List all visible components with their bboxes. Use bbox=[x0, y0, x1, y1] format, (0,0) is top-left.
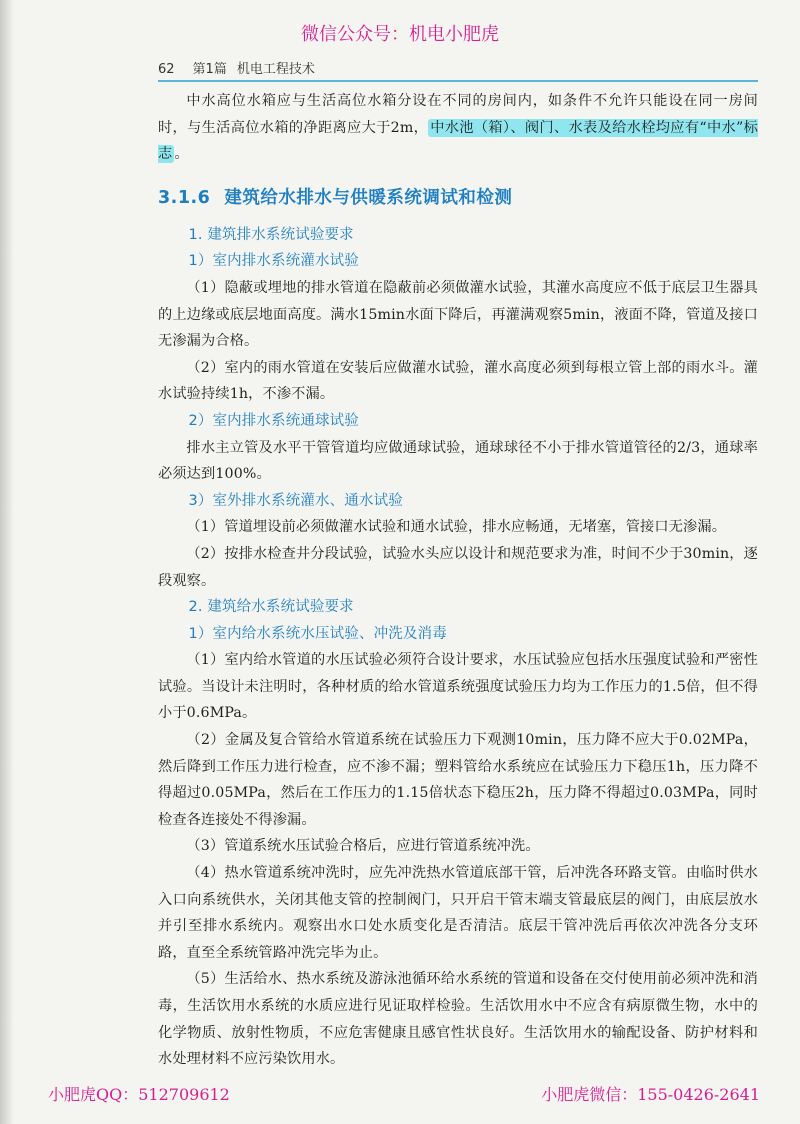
highlighted-text: 中水池（箱）、阀门、水表及给水栓均应有“中水”标志 bbox=[158, 119, 758, 163]
paragraph: （5）生活给水、热水系统及游泳池循环给水系统的管道和设备在交付使用前必须冲洗和消毒，生活饮用水系统的水质应进行见证取样检验。生活饮用水中不应含有病原微生物，水中的化学物质、放射性物质，不应危害健康且感官性状良好。生活饮用水的输配设备、防护材料和水处理材料不应污染饮用水。 bbox=[158, 971, 758, 1068]
watermark-wechat: 小肥虎微信：155-0426-2641 bbox=[541, 1085, 760, 1104]
watermark-qq: 小肥虎QQ：512709612 bbox=[48, 1085, 230, 1104]
section-title: 建筑给水排水与供暖系统调试和检测 bbox=[224, 187, 513, 208]
intro-paragraph bbox=[158, 88, 758, 168]
paragraph: （1）室内给水管道的水压试验必须符合设计要求，水压试验应包括水压强度试验和严密性试验。当设计未注明时，各种材质的给水管道系统强度试验压力均为工作压力的1.5倍，但不得小于0.6MPa。 bbox=[158, 652, 758, 722]
paragraph: （4）热水管道系统冲洗时，应先冲洗热水管道底部干管，后冲洗各环路支管。由临时供水入口向系统供水，关闭其他支管的控制阀门，只开启干管末端支管最底层的阀门，由底层放水并引至排水系统内。观察出水口处水质变化是否清洁。底层干管冲洗后再依次冲洗各分支环路，直至全系统管路冲洗完毕为止。 bbox=[158, 865, 758, 961]
paragraph: （2）按排水检查井分段试验，试验水头应以设计和规范要求为准，时间不少于30min，逐段观察。 bbox=[158, 545, 758, 589]
item-heading: 1）室内排水系统灌水试验 bbox=[188, 253, 359, 270]
intro-end: 。 bbox=[174, 146, 189, 163]
paragraph: 排水主立管及水平干管管道均应做通球试验，通球球径不小于排水管道管径的2/3，通球率必须达到100%。 bbox=[158, 439, 758, 483]
paragraph: （1）隐蔽或埋地的排水管道在隐蔽前必须做灌水试验，其灌水高度应不低于底层卫生器具的上边缘或底层地面高度。满水15min水面下降后，再灌满观察5min，液面不降，管道及接口无渗漏为合格。 bbox=[158, 279, 758, 350]
item-heading: 3）室外排水系统灌水、通水试验 bbox=[188, 492, 403, 509]
header-rule bbox=[158, 80, 758, 82]
intro-text: 中水高位水箱应与生活高位水箱分设在不同的房间内，如条件不允许只能设在同一房间时，与生活高位水箱的净距离应大于2m， bbox=[158, 93, 758, 136]
item-heading: 1）室内给水系统水压试验、冲洗及消毒 bbox=[188, 625, 447, 642]
page-body bbox=[158, 88, 758, 1073]
subsection-heading: 1. 建筑排水系统试验要求 bbox=[188, 226, 354, 243]
page-edge-shadow bbox=[0, 0, 14, 1124]
page-number: 62 bbox=[158, 62, 175, 77]
paragraph: （2）室内的雨水管道在安装后应做灌水试验，灌水高度必须到每根立管上部的雨水斗。灌水试验持续1h，不渗不漏。 bbox=[158, 359, 758, 403]
section-heading bbox=[158, 184, 758, 212]
watermark-top: 微信公众号：机电小肥虎 bbox=[301, 24, 499, 45]
book-title: 机电工程技术 bbox=[236, 62, 315, 77]
running-head bbox=[158, 58, 756, 77]
section-number: 3.1.6 bbox=[158, 187, 211, 208]
paragraph: （3）管道系统水压试验合格后，应进行管道系统冲洗。 bbox=[186, 838, 540, 855]
subsection-heading: 2. 建筑给水系统试验要求 bbox=[188, 599, 354, 616]
item-heading: 2）室内排水系统通球试验 bbox=[188, 412, 359, 429]
part-label: 第1篇 bbox=[192, 62, 227, 77]
paragraph: （2）金属及复合管给水管道系统在试验压力下观测10min，压力降不应大于0.02MPa，然后降到工作压力进行检查，应不渗不漏；塑料管给水系统应在试验压力下稳压1h，压力降不得超过0.05MPa，然后在工作压力的1.15倍状态下稳压2h，压力降不得超过0.03MPa，同时检查各连接处不得渗漏。 bbox=[158, 732, 758, 828]
chapter-label bbox=[193, 58, 315, 77]
paragraph: （1）管道埋设前必须做灌水试验和通水试验，排水应畅通，无堵塞，管接口无渗漏。 bbox=[186, 519, 727, 536]
